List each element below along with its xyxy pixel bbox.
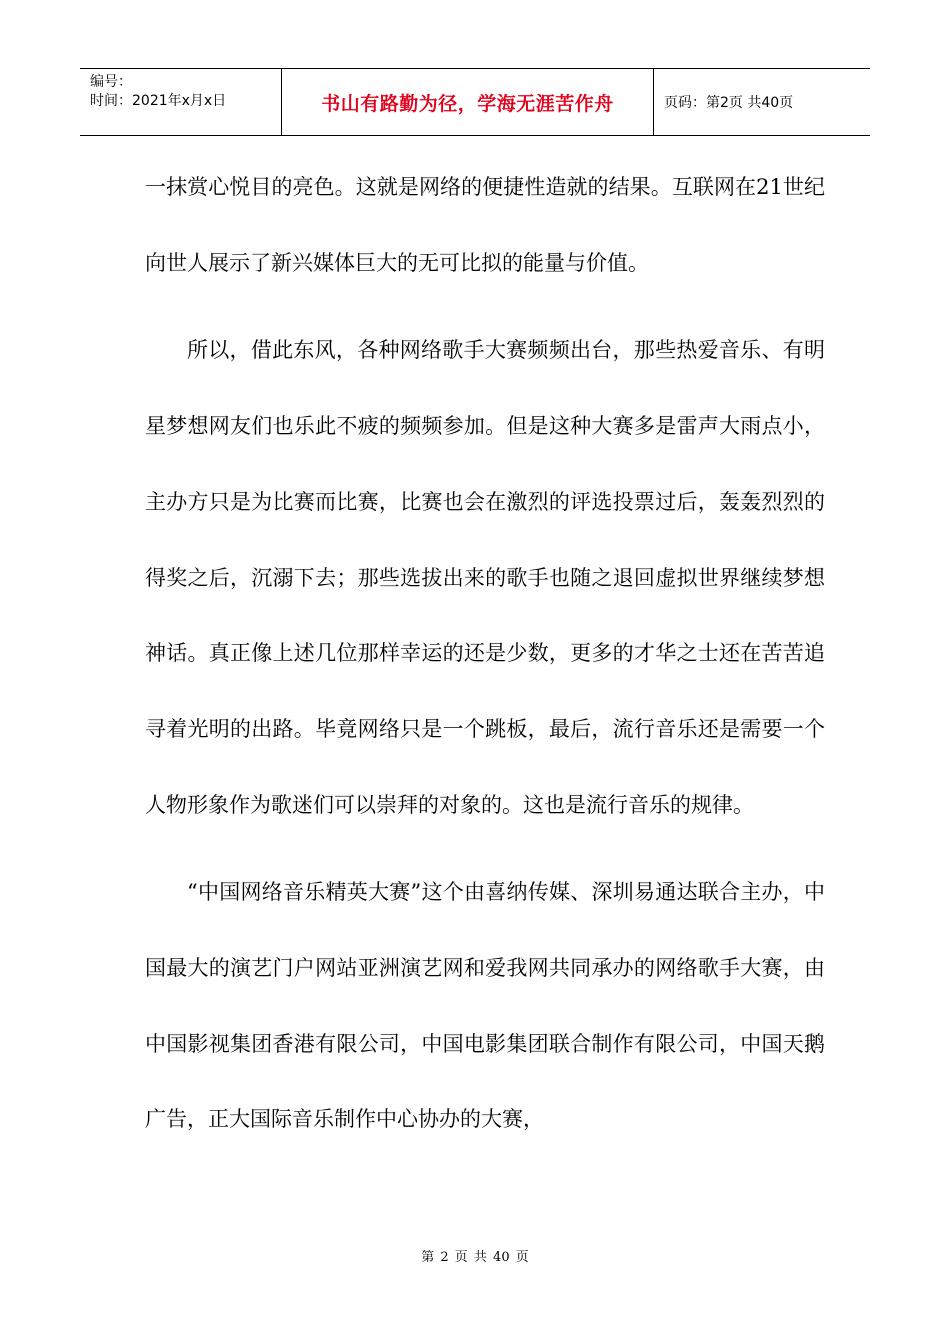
header-meta (80, 69, 282, 135)
header-page-info: 页码：第2页 共40页 (664, 95, 794, 111)
document-body (145, 150, 825, 1158)
document-number-label: 编号： (90, 74, 132, 90)
header-motto: 书山有路勤为径，学海无涯苦作舟 (282, 69, 654, 135)
page-footer: 第 2 页 共 40 页 (421, 1250, 529, 1265)
paragraph-2: 所以，借此东风，各种网络歌手大赛频频出台，那些热爱音乐、有明星梦想网友们也乐此不疲的频频参加。但是这种大赛多是雷声大雨点小，主办方只是为比赛而比赛，比赛也会在激烈的评选投票过后，轰轰烈烈的得奖之后，沉溺下去；那些选拔出来的歌手也随之退回虚拟世界继续梦想神话。真正像上述几位那样幸运的还是少数，更多的才华之士还在苦苦追寻着光明的出路。毕竟网络只是一个跳板，最后，流行音乐还是需要一个人物形象作为歌迷们可以崇拜的对象的。这也是流行音乐的规律。 (145, 338, 825, 817)
paragraph-1: 一抹赏心悦目的亮色。这就是网络的便捷性造就的结果。互联网在21世纪向世人展示了新兴媒体巨大的无可比拟的能量与价值。 (145, 175, 825, 275)
document-time-label: 时间：2021年x月x日 (90, 93, 227, 109)
paragraph-3: “中国网络音乐精英大赛”这个由喜纳传媒、深圳易通达联合主办，中国最大的演艺门户网站亚洲演艺网和爱我网共同承办的网络歌手大赛，由中国影视集团香港有限公司，中国电影集团联合制作有限公司，中国天鹅广告，正大国际音乐制作中心协办的大赛， (145, 880, 825, 1132)
page-header (80, 68, 870, 136)
